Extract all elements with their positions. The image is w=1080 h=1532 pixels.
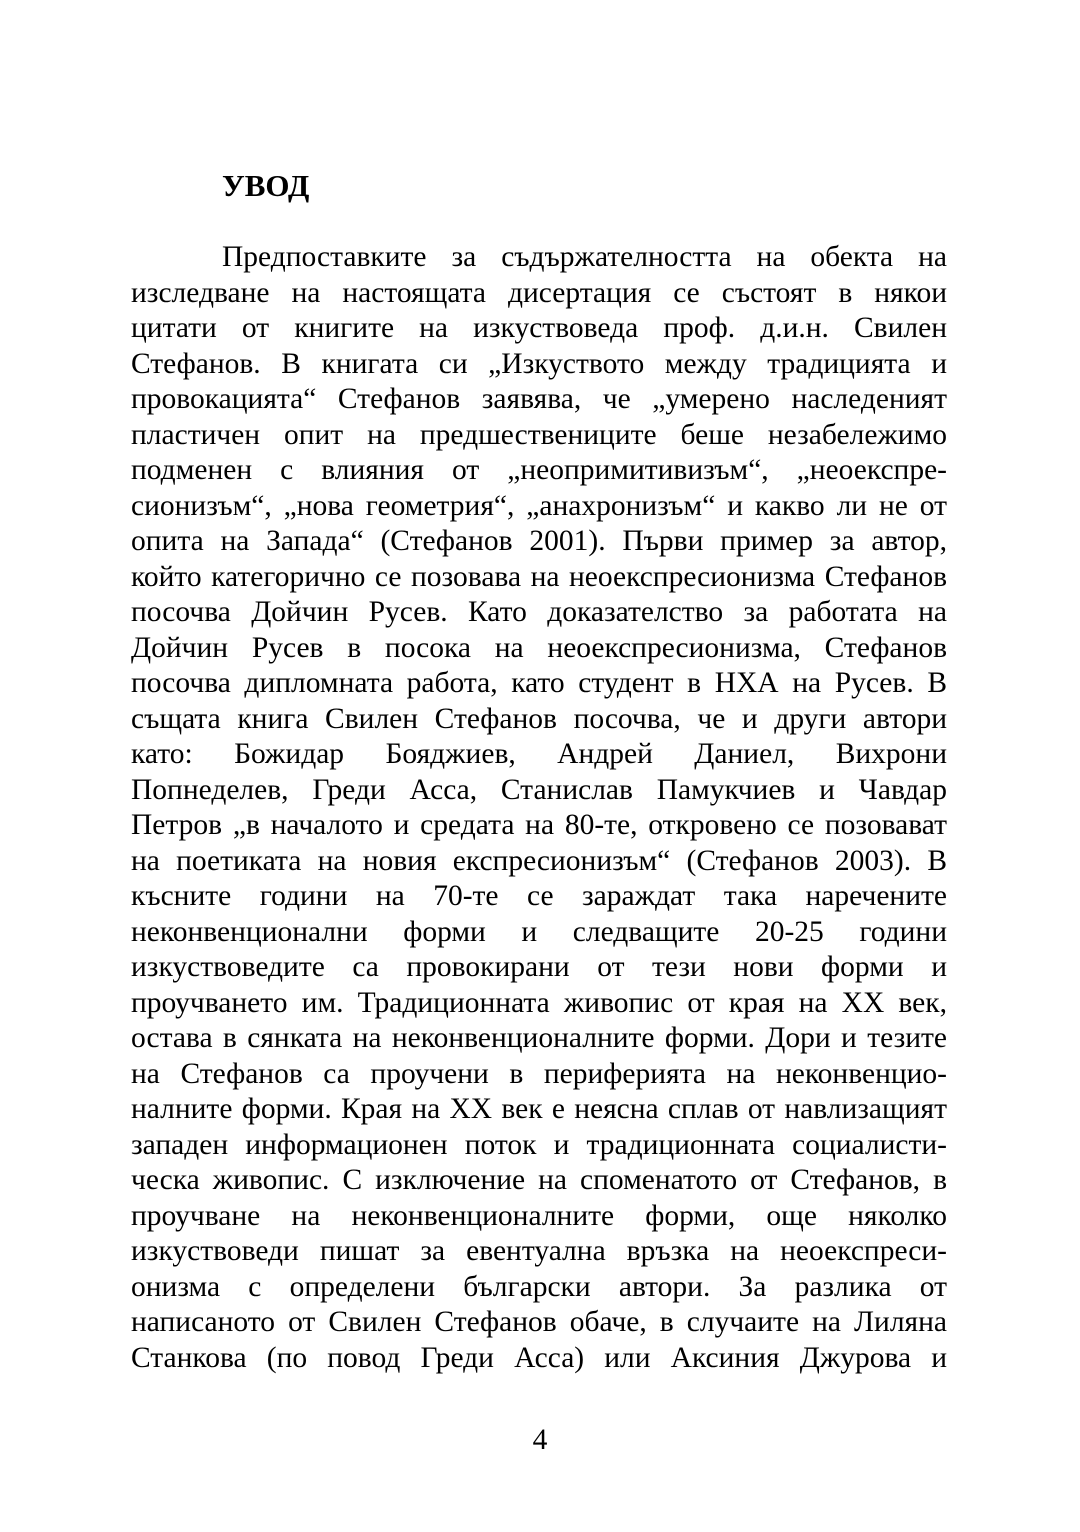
text-line: късните години на 70-те се зараждат така наречените — [131, 880, 947, 912]
text-line: изкуствоведи пишат за евентуална връзка на неоекспреси- — [131, 1235, 947, 1267]
text-line: написаното от Свилен Стефанов обаче, в случаите на Лиляна — [131, 1306, 947, 1338]
text-line: цитати от книгите на изкуствоведа проф. д.и.н. Свилен — [131, 312, 947, 344]
text-line: Дойчин Русев в посока на неоекспресионизма, Стефанов — [131, 631, 947, 664]
text-line: посочва Дойчин Русев. Като доказателство за работата на — [131, 596, 947, 628]
text-line: същата книга Свилен Стефанов посочва, че и други автори — [131, 702, 947, 735]
text-line: налните форми. Края на XX век е неясна сплав от навлизащият — [131, 1093, 947, 1125]
text-line: западен информационен поток и традиционната социалисти- — [131, 1128, 947, 1161]
text-line: провокацията“ Стефанов заявява, че „умерено наследеният — [131, 383, 947, 415]
text-line: Петров „в началото и средата на 80-те, откровено се позовават — [131, 809, 947, 841]
text-line: Стефанов. В книгата си „Изкуството между традицията и — [131, 347, 947, 380]
text-line: който категорично се позовава на неоекспресионизма Стефанов — [131, 560, 947, 593]
text-line: сионизъм“, „нова геометрия“, „анахронизъм“ и какво ли не от — [131, 489, 947, 522]
text-line: опита на Запада“ (Стефанов 2001). Първи пример за автор, — [131, 525, 947, 557]
text-line: онизма с определени български автори. За разлика от — [131, 1270, 947, 1303]
text-line: Станкова (по повод Греди Асса) или Аксиния Джурова и — [131, 1341, 947, 1374]
text-line: като: Божидар Бояджиев, Андрей Даниел, Вихрони — [131, 738, 947, 770]
text-line: посочва дипломната работа, като студент в НХА на Русев. В — [131, 667, 947, 699]
text-line: на Стефанов са проучени в периферията на неконвенцио- — [131, 1057, 947, 1090]
text-line: неконвенционални форми и следващите 20-25 години — [131, 915, 947, 948]
text-line: проучване на неконвенционалните форми, още няколко — [131, 1199, 947, 1232]
text-line: на поетиката на новия експресионизъм“ (Стефанов 2003). В — [131, 844, 947, 877]
text-line: пластичен опит на предшествениците беше незабележимо — [131, 418, 947, 451]
text-line: ческа живопис. С изключение на споменатото от Стефанов, в — [131, 1164, 947, 1196]
text-line: остава в сянката на неконвенционалните форми. Дори и тезите — [131, 1022, 947, 1054]
page-number: 4 — [532, 1424, 548, 1456]
text-line: изкуствоведите са провокирани от тези нови форми и — [131, 951, 947, 983]
section-heading: УВОД — [222, 168, 310, 203]
body-paragraph — [131, 240, 947, 1376]
text-line: Попнеделев, Греди Асса, Станислав Памукчиев и Чавдар — [131, 773, 947, 806]
text-line: изследване на настоящата дисертация се състоят в някои — [131, 276, 947, 309]
text-line: проучването им. Традиционната живопис от края на XX век, — [131, 986, 947, 1019]
text-line: Предпоставките за съдържателността на обекта на — [222, 241, 947, 273]
text-line: подменен с влияния от „неопримитивизъм“, „неоекспре- — [131, 454, 947, 486]
